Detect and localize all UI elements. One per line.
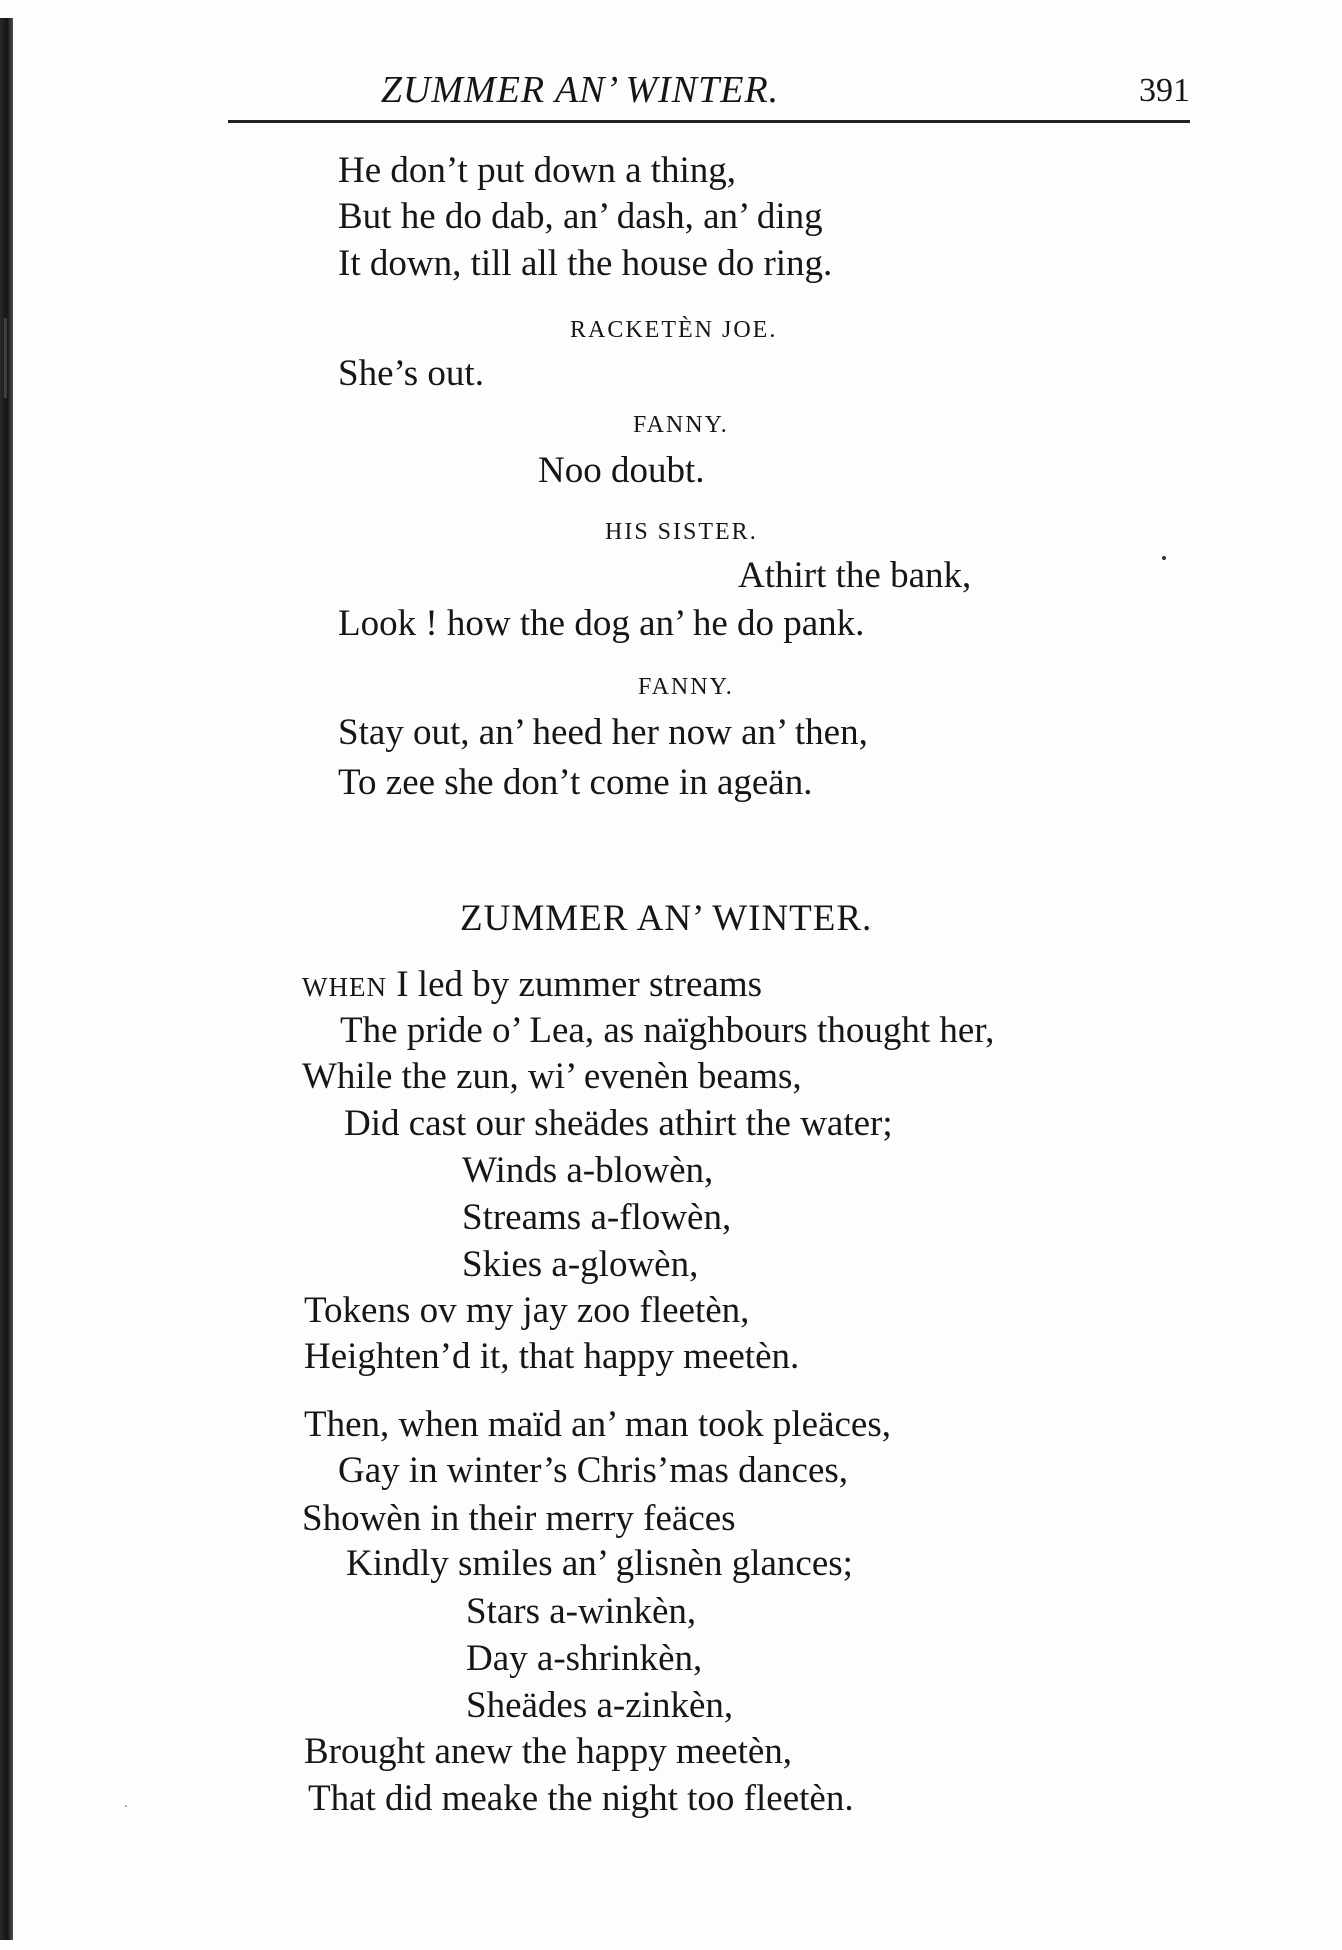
poem-line: Stars a-winkèn,	[466, 1591, 697, 1632]
speaker-label: FANNY.	[638, 674, 734, 700]
dialogue-line: Noo doubt.	[538, 450, 705, 491]
poem-line: Skies a-glowèn,	[462, 1244, 699, 1285]
dialogue-line: To zee she don’t come in ageän.	[338, 762, 813, 803]
poem-line: Tokens ov my jay zoo fleetèn,	[304, 1290, 750, 1331]
poem-line	[302, 966, 762, 1003]
poem-line: That did meake the night too fleetèn.	[308, 1778, 854, 1819]
header-rule	[228, 120, 1190, 123]
poem-line: Brought anew the happy meetèn,	[304, 1731, 793, 1772]
poem-line: Streams a-flowèn,	[462, 1197, 732, 1238]
book-spine-edge	[0, 18, 13, 1940]
poem-line: Then, when maïd an’ man took pleäces,	[304, 1404, 891, 1445]
dialogue-line: He don’t put down a thing,	[338, 150, 737, 191]
speaker-label: HIS SISTER.	[605, 519, 758, 545]
speaker-label: FANNY.	[633, 412, 729, 438]
dialogue-line: Athirt the bank,	[738, 555, 972, 596]
poem-line: Winds a-blowèn,	[462, 1150, 714, 1191]
running-title: ZUMMER AN’ WINTER.	[380, 69, 780, 111]
page-number: 391	[1139, 72, 1190, 109]
paper-speck	[125, 1805, 127, 1807]
poem-line: Kindly smiles an’ glisnèn glances;	[346, 1543, 853, 1584]
dialogue-line: But he do dab, an’ dash, an’ ding	[338, 196, 823, 237]
drop-word: WHEN	[302, 972, 387, 1002]
dialogue-line: Look ! how the dog an’ he do pank.	[338, 603, 865, 644]
poem-title: ZUMMER AN’ WINTER.	[460, 898, 873, 939]
poem-line: While the zun, wi’ evenèn beams,	[302, 1056, 802, 1097]
poem-line: Sheädes a-zinkèn,	[466, 1685, 734, 1726]
speaker-label: RACKETÈN JOE.	[570, 317, 778, 343]
poem-line: Did cast our sheädes athirt the water;	[344, 1103, 893, 1144]
dialogue-line: Stay out, an’ heed her now an’ then,	[338, 712, 868, 753]
poem-line: Day a-shrinkèn,	[466, 1638, 703, 1679]
running-header	[230, 68, 1190, 118]
poem-line: Showèn in their merry feäces	[302, 1498, 736, 1539]
poem-line: Heighten’d it, that happy meetèn.	[304, 1336, 800, 1377]
poem-line: Gay in winter’s Chris’mas dances,	[338, 1450, 849, 1491]
dialogue-line: It down, till all the house do ring.	[338, 243, 833, 284]
poem-line-rest: I led by zummer streams	[386, 964, 763, 1005]
dialogue-line: She’s out.	[338, 353, 484, 394]
paper-speck	[1162, 556, 1166, 560]
poem-line: The pride o’ Lea, as naïghbours thought her,	[340, 1010, 995, 1051]
